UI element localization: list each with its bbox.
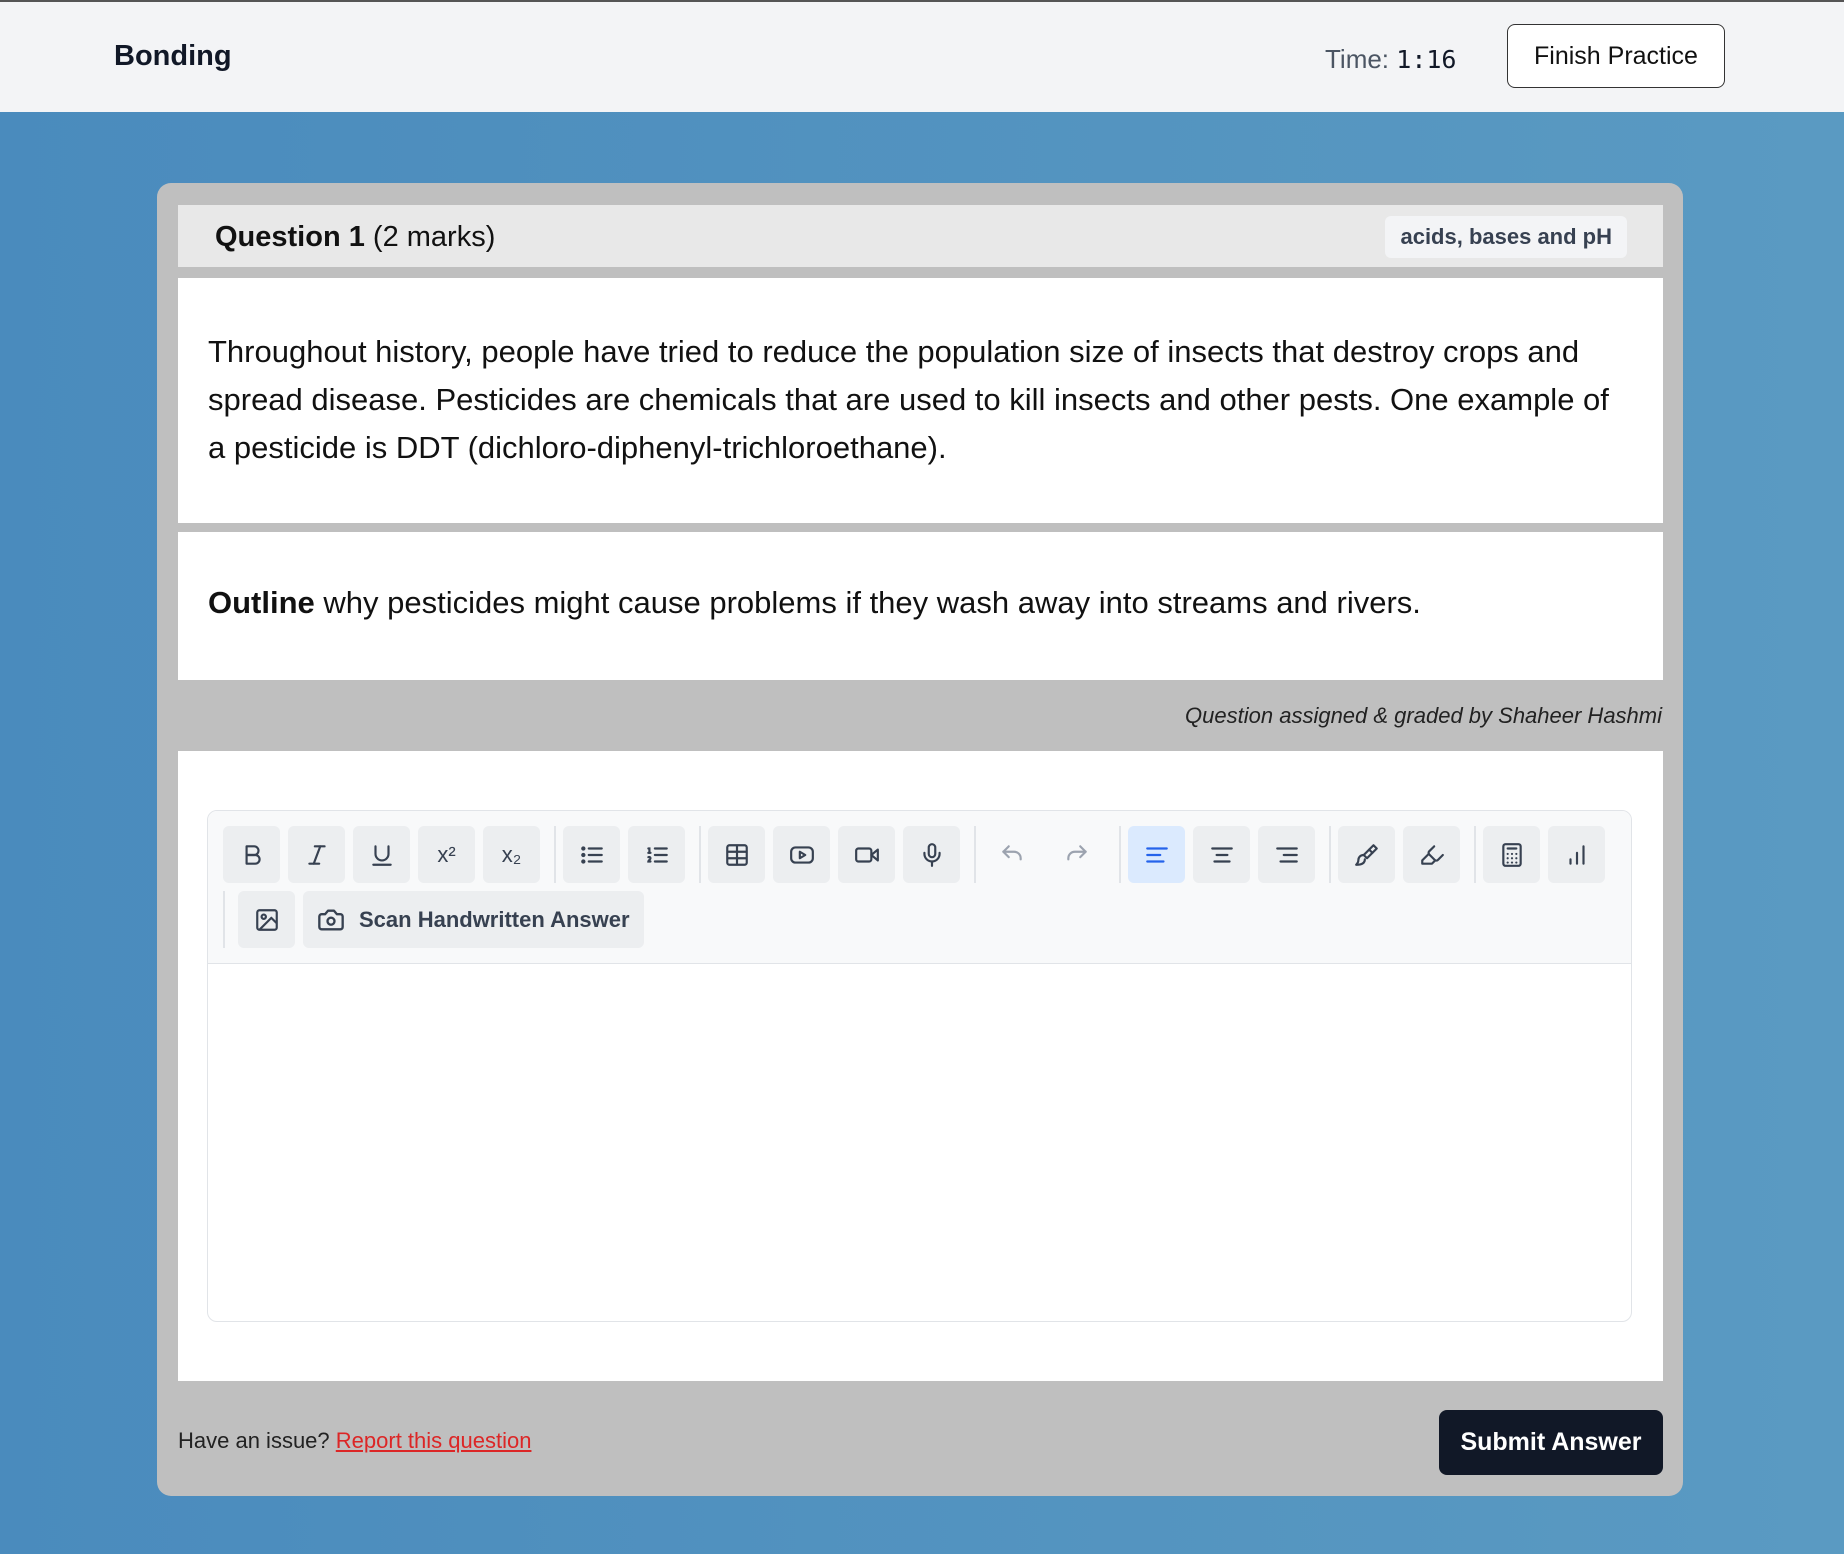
question-number: Question 1: [215, 221, 365, 253]
report-question-link[interactable]: Report this question: [335, 1428, 532, 1453]
align-center-icon[interactable]: [1193, 826, 1250, 883]
toolbar-divider: [974, 826, 976, 883]
question-prompt: [178, 532, 1663, 680]
finish-practice-button[interactable]: Finish Practice: [1507, 24, 1725, 88]
highlighter-icon[interactable]: [1403, 826, 1460, 883]
submit-answer-button[interactable]: Submit Answer: [1439, 1410, 1663, 1475]
question-title: [215, 221, 495, 254]
timer-label: Time:: [1325, 44, 1390, 74]
image-icon[interactable]: [238, 891, 295, 948]
align-left-icon[interactable]: [1128, 826, 1185, 883]
italic-icon[interactable]: [288, 826, 345, 883]
command-word: Outline: [208, 585, 315, 620]
numbered-list-icon[interactable]: [628, 826, 685, 883]
rich-text-editor: [207, 810, 1632, 1322]
prompt-text: why pesticides might cause problems if they wash away into streams and rivers.: [314, 585, 1421, 620]
subscript-icon[interactable]: x₂: [483, 826, 540, 883]
superscript-icon[interactable]: x²: [418, 826, 475, 883]
chart-icon[interactable]: [1548, 826, 1605, 883]
timer: [1325, 44, 1457, 75]
youtube-icon[interactable]: [773, 826, 830, 883]
question-card: [157, 183, 1683, 1496]
microphone-icon[interactable]: [903, 826, 960, 883]
scan-label: Scan Handwritten Answer: [359, 906, 630, 932]
toolbar-divider: [1474, 826, 1476, 883]
toolbar-divider: [699, 826, 701, 883]
undo-icon[interactable]: [983, 826, 1040, 883]
underline-icon[interactable]: [353, 826, 410, 883]
toolbar-divider: [1119, 826, 1121, 883]
answer-area: [178, 751, 1663, 1381]
page-title: Bonding: [114, 40, 232, 72]
table-icon[interactable]: [708, 826, 765, 883]
report-issue: [178, 1428, 531, 1454]
toolbar-divider: [223, 891, 225, 948]
editor-toolbar: [208, 811, 1631, 964]
timer-value: 1:16: [1396, 45, 1457, 74]
answer-input[interactable]: [208, 964, 1631, 1321]
question-header: [178, 205, 1663, 267]
topic-badge: acids, bases and pH: [1385, 216, 1627, 258]
toolbar-divider: [1329, 826, 1331, 883]
question-marks: (2 marks): [372, 221, 496, 253]
paintbrush-icon[interactable]: [1338, 826, 1395, 883]
question-stem: Throughout history, people have tried to reduce the population size of insects that destroy crops and spread disease. Pesticides are chemicals that are used to kill insects and other pests. One example of a pesticide is DDT (dichloro-diphenyl-trichloroethane).: [178, 278, 1663, 523]
toolbar-divider: [554, 826, 556, 883]
scan-handwritten-answer-button[interactable]: [303, 891, 644, 948]
issue-text: Have an issue?: [178, 1428, 330, 1453]
calculator-icon[interactable]: [1483, 826, 1540, 883]
top-bar: [0, 2, 1844, 112]
video-icon[interactable]: [838, 826, 895, 883]
align-right-icon[interactable]: [1258, 826, 1315, 883]
bullet-list-icon[interactable]: [563, 826, 620, 883]
redo-icon[interactable]: [1048, 826, 1105, 883]
bold-icon[interactable]: [223, 826, 280, 883]
camera-icon: [317, 906, 345, 934]
question-credit: Question assigned & graded by Shaheer Hashmi: [1185, 703, 1662, 728]
